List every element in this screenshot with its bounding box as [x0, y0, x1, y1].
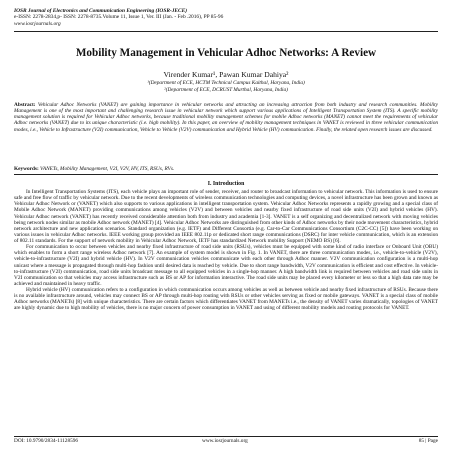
affiliation-2: ²(Department of ECE, DCRUST Murthal, Haryana, India): [164, 87, 288, 93]
footer-divider: [14, 436, 438, 437]
abstract-text: Vehicular Adhoc Networks (VANET) are gaining importance in vehicular networks and attracting an increasing attraction from both industry and research communities. Mobility Management is one of the most important and challenging research issue in vehicular network which support various applications of Intelligent Transportation System (ITS). A specific mobility management solution is required for Vehicular Adhoc networks, because traditional mobility management schemes for mobile Adhoc networks (MANET) cannot meet the requirements of vehicular Adhoc networks (VANET) due to its unique characteristic (i.e. high mobility). In this paper, an overview of mobility management techniques in VANET is reviewed in three vehicular communication modes, i.e., Vehicle to Infrastructure (V2I) communication, Vehicle to Vehicle (V2V) communication and Hybrid Vehicle (HV) communication. Finally, the related open research issues are discussed.: [14, 102, 438, 133]
footer-website[interactable]: www.iosrjournals.org: [202, 438, 248, 444]
journal-header: [14, 8, 444, 27]
footer-page-number: 85 | Page: [418, 438, 438, 444]
keywords-label: Keywords:: [14, 166, 39, 172]
keywords-divider: [14, 174, 438, 175]
header-divider: [14, 31, 438, 32]
paper-title: Mobility Management in Vehicular Adhoc Networks: A Review: [75, 47, 377, 59]
journal-website[interactable]: www.iosrjournals.org: [14, 20, 61, 27]
affiliation-1: ¹(Department of ECE, HCTM Technical Campus Kaithal, Haryana, India): [147, 80, 305, 86]
paragraph: In Intelligent Transportation Systems (ITS), each vehicle plays an important role of sender, receiver, and router to broadcast information to vehicular network. This information is used to ensure safe and free flow of traffic by vehicular network. Due to the recent developments of wireless communication technologies and computing devices, a novel infrastructure has been grown and known as Vehicular Adhoc Network or (VANET) which also supports to various applications in intelligent transportation system. Vehicular Adhoc Networks represents a rapidly growing and a special class of Mobile Adhoc Network (MANET) providing communications among vehicles (V2V) and between vehicles and nearby fixed infrastructure of road side units (V2I) and hybrid vehicles (HV). Vehicular Adhoc network (VANET) has recently received considerable attention both from industry and academia [1-3]. VANET is a self organizing and decentralized network with moving vehicles being network nodes similar as mobile Adhoc network (MANET) [4]. Vehicular Adhoc Networks are distinguished from other kinds of Adhoc networks by their node movement characteristics, hybrid network architecture and new application scenarios. Standard organization (e.g. IETF) and Different Consortia (e.g. Car-to-Car Communications Consortium (C2C-CC) [5]) have been working on various issues in vehicular Adhoc networks. IEEE working group provided an IEEE 802.11p or dedicated short range communications (DSRC) for inter vehicle communication, which is an extension of 802.11 standards. For the support of network mobility in Vehicular Adhoc Network, IETF has standardized Network mobility Support (NEMO BS) [6].: [14, 189, 438, 244]
keywords: [14, 166, 438, 172]
section-body: [14, 189, 438, 312]
abstract-label: Abstract:: [14, 102, 36, 108]
paper-authors: Virender Kumar¹, Pawan Kumar Dahiya²: [163, 70, 289, 79]
abstract: [14, 102, 438, 133]
keywords-text: VANETs, Mobility Management, V2I, V2V, HV, ITS, RSUs, RVs.: [38, 166, 175, 172]
paragraph: For communication to occur between vehicles and nearby fixed infrastructure of road side units (RSUs), vehicles must be equipped with some kind of radio interface or Onboard Unit (OBU) which enables to form a short range wireless Adhoc network [7]. An example of system model is shown in Fig. 1. In VANET, there are three communication modes, i.e., vehicle-to-vehicle (V2V), vehicle-to-infrastructure (V2I) and hybrid vehicle (HV). In V2V communication vehicles communicate with each other through Adhoc manner. V2V communication configuration is a multi-hop unicast where a message is propagated through multi-hop fashion until desired data is reached by vehicle. Due to short range bandwidth, V2V communication is efficient and cost effective. In vehicle-to-infrastructure (V2I) communication, road side units broadcast message to all equipped vehicles in a single-hop manner. A high bandwidth link is required between vehicles and road side units in V2I communication so that vehicles may access infrastructure such as BS or AP for information interactive. The road side units may be placed every kilometer or less so that a high data rate may be achieved and maintained in heavy traffic.: [14, 244, 438, 287]
journal-name: IOSR Journal of Electronics and Communication Engineering (IOSR-JECE): [14, 8, 187, 14]
section-heading: I. Introduction: [207, 181, 245, 187]
journal-issn: e-ISSN: 2278-2834,p- ISSN: 2278-8735.Volume 11, Issue 1, Ver. III (Jan. - Feb .2016), PP 85-96: [14, 14, 224, 21]
footer-doi: DOI: 10.9790/2834-11128596: [14, 438, 79, 444]
paragraph: Hybrid vehicle (HV) communication refers to a configuration in which communication occurs among vehicles as well as between vehicle and nearby fixed infrastructure of RSUs. Because there is no available infrastructure around, vehicles may connect BS or AP through multi-hop routing with RSUs or other vehicles serving as fixed or mobile gateways. VANET is a special class of mobile Adhoc networks (MANETs) [8] with unique characteristics. There are certain factors which differentiates VANET from MANETs i.e., the density of VANET varies dramatically, topologies of VANET are highly dynamic due to high mobility of vehicles, there is no major concern of power consumption in VANET and using of different mobility models and routing protocols for VANET.: [14, 287, 438, 312]
